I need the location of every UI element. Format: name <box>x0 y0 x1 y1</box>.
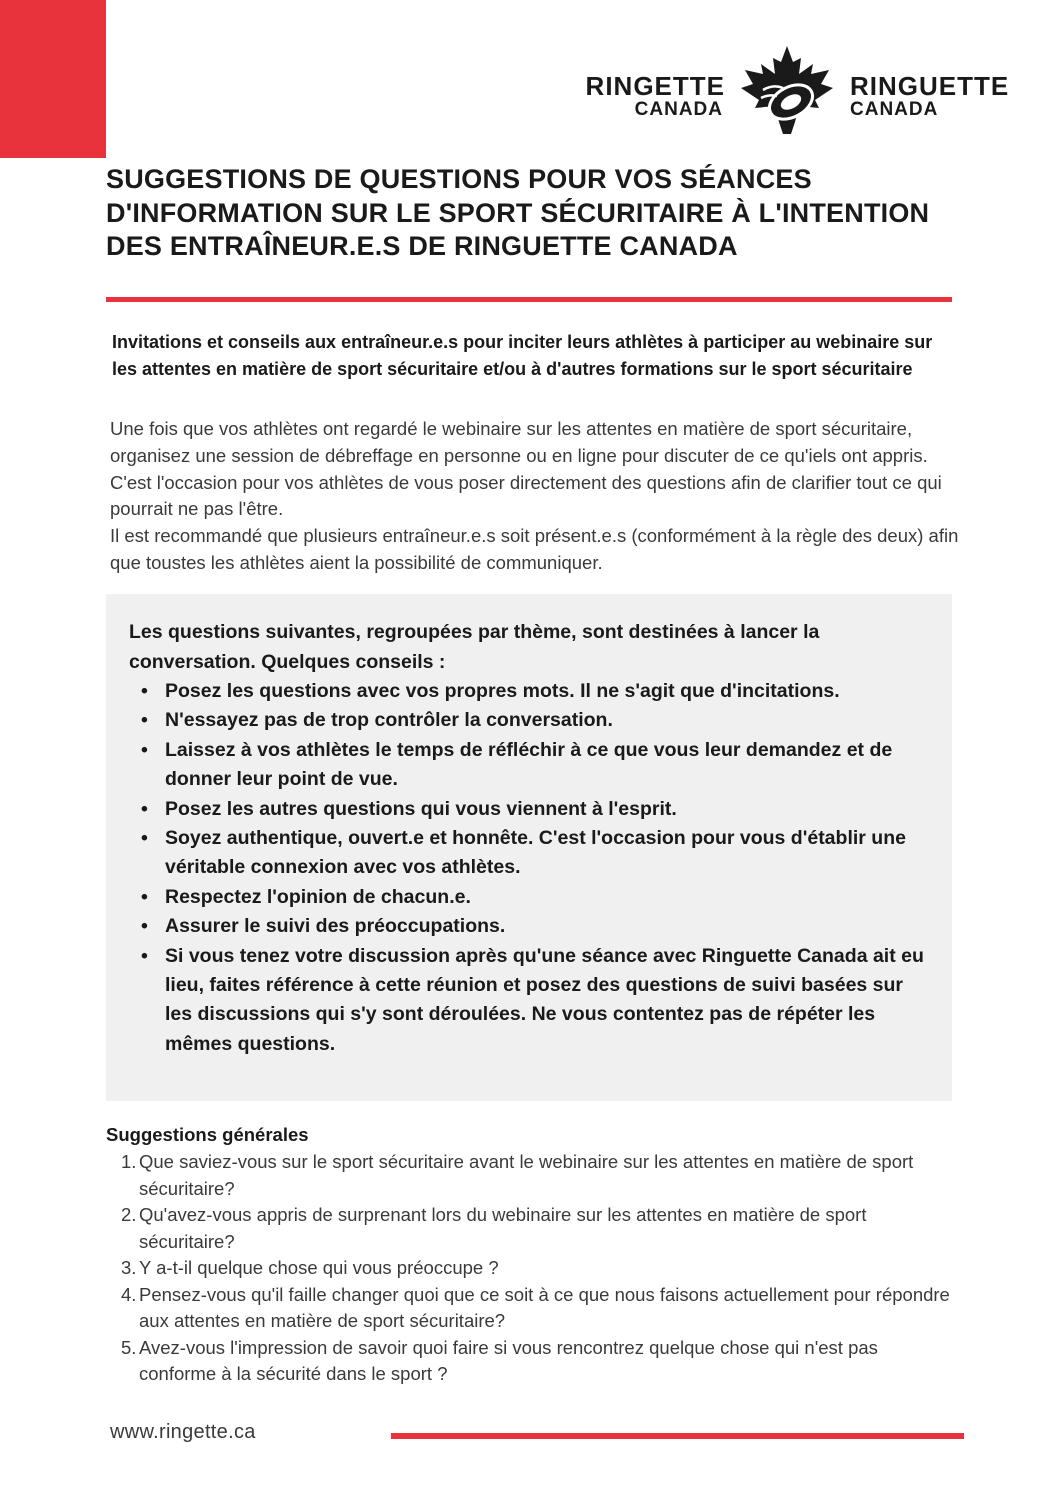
bullet-icon: • <box>141 827 148 850</box>
bullet-icon: • <box>141 738 148 761</box>
intro-heading: Invitations et conseils aux entraîneur.e.s pour inciter leurs athlètes à participer au webinaire sur les attentes en matière de sport sécuritaire et/ou à d'autres formations sur le sport sécuritaire <box>112 332 933 379</box>
tips-item-text: Si vous tenez votre discussion après qu'une séance avec Ringuette Canada ait eu lieu, faites référence à cette réunion et posez des questions de suivi basées sur les discussions qui s'y sont déroulées. Ne vous contentez pas de répéter les mêmes questions. <box>165 944 924 1055</box>
logo-wordmark-french <box>850 72 1025 120</box>
list-item-number: 3. <box>121 1257 137 1278</box>
list-item-text: Que saviez-vous sur le sport sécuritaire avant le webinaire sur les attentes en matière de sport sécuritaire? <box>139 1151 914 1199</box>
bullet-icon: • <box>141 709 148 732</box>
tips-item <box>129 706 929 735</box>
list-item-text: Qu'avez-vous appris de surprenant lors du webinaire sur les attentes en matière de sport sécuritaire? <box>139 1204 867 1252</box>
tips-item-text: Soyez authentique, ouvert.e et honnête. C'est l'occasion pour vous d'établir une véritable connexion avec vos athlètes. <box>165 827 906 879</box>
maple-leaf-ringette-ring-icon <box>733 44 841 136</box>
list-item-number: 2. <box>121 1204 137 1225</box>
intro-paragraph-2: Il est recommandé que plusieurs entraîneur.e.s soit présent.e.s (conformément à la règle des deux) afin que toustes les athlètes aient la possibilité de communiquer. <box>110 525 959 573</box>
list-item-number: 4. <box>121 1283 137 1305</box>
tips-item-text: Posez les autres questions qui vous viennent à l'esprit. <box>165 797 677 820</box>
list-item <box>106 1202 956 1255</box>
logo-english-line2: CANADA <box>634 99 723 120</box>
tips-box <box>106 594 952 1101</box>
list-item <box>106 1149 956 1202</box>
list-item <box>106 1282 956 1335</box>
tips-intro: Les questions suivantes, regroupées par thème, sont destinées à lancer la conversation. Quelques conseils : <box>129 621 820 673</box>
intro-body <box>110 416 960 577</box>
tips-item <box>129 736 929 795</box>
tips-item <box>129 795 929 824</box>
general-suggestions-heading: Suggestions générales <box>106 1124 309 1145</box>
list-item-text: Y a-t-il quelque chose qui vous préoccupe ? <box>139 1257 499 1278</box>
tips-list <box>129 677 929 1059</box>
tips-item <box>129 942 929 1060</box>
list-item-text: Pensez-vous qu'il faille changer quoi que ce soit à ce que nous faisons actuellement pour répondre aux attentes en matière de sport sécuritaire? <box>139 1283 950 1331</box>
title-underline <box>106 297 952 302</box>
general-suggestions-list <box>106 1149 956 1388</box>
tips-item <box>129 677 929 706</box>
list-item-number: 5. <box>121 1336 137 1358</box>
tips-item <box>129 883 929 912</box>
tips-item-text: Respectez l'opinion de chacun.e. <box>165 885 471 908</box>
tips-item <box>129 824 929 883</box>
bullet-icon: • <box>141 885 148 908</box>
footer-website-link[interactable]: www.ringette.ca <box>110 1421 256 1443</box>
ringette-canada-logo <box>570 44 1025 136</box>
tips-item-text: N'essayez pas de trop contrôler la conversation. <box>165 709 613 732</box>
page-title: SUGGESTIONS DE QUESTIONS POUR VOS SÉANCES D'INFORMATION SUR LE SPORT SÉCURITAIRE À L'INTENTION DES ENTRAÎNEUR.E.S DE RINGUETTE CANADA <box>106 164 930 261</box>
tips-item-text: Assurer le suivi des préoccupations. <box>165 915 506 938</box>
bullet-icon: • <box>141 915 148 938</box>
tips-item <box>129 912 929 941</box>
list-item <box>106 1335 956 1388</box>
intro-paragraph-1: Une fois que vos athlètes ont regardé le webinaire sur les attentes en matière de sport sécuritaire, organisez une session de débreffage en personne ou en ligne pour discuter de ce qu'iels ont appris. C'est l'occasion pour vos athlètes de vous poser directement des questions afin de clarifier tout ce qui pourrait ne pas l'être. <box>110 418 942 520</box>
logo-wordmark-english <box>570 72 725 120</box>
logo-english-line1: RINGETTE <box>585 71 725 101</box>
bullet-icon: • <box>141 680 148 702</box>
corner-accent-block <box>0 0 106 158</box>
list-item-number: 1. <box>121 1151 137 1172</box>
bullet-icon: • <box>141 944 148 967</box>
list-item-text: Avez-vous l'impression de savoir quoi faire si vous rencontrez quelque chose qui n'est pas conforme à la sécurité dans le sport ? <box>139 1336 878 1384</box>
logo-french-line1: RINGUETTE <box>850 71 1010 101</box>
list-item <box>106 1255 956 1282</box>
bullet-icon: • <box>141 797 148 820</box>
tips-item-text: Laissez à vos athlètes le temps de réfléchir à ce que vous leur demandez et de donner leur point de vue. <box>165 738 893 791</box>
logo-french-line2: CANADA <box>850 99 939 120</box>
footer-accent-rule <box>391 1433 964 1439</box>
tips-item-text: Posez les questions avec vos propres mots. Il ne s'agit que d'incitations. <box>165 680 840 702</box>
